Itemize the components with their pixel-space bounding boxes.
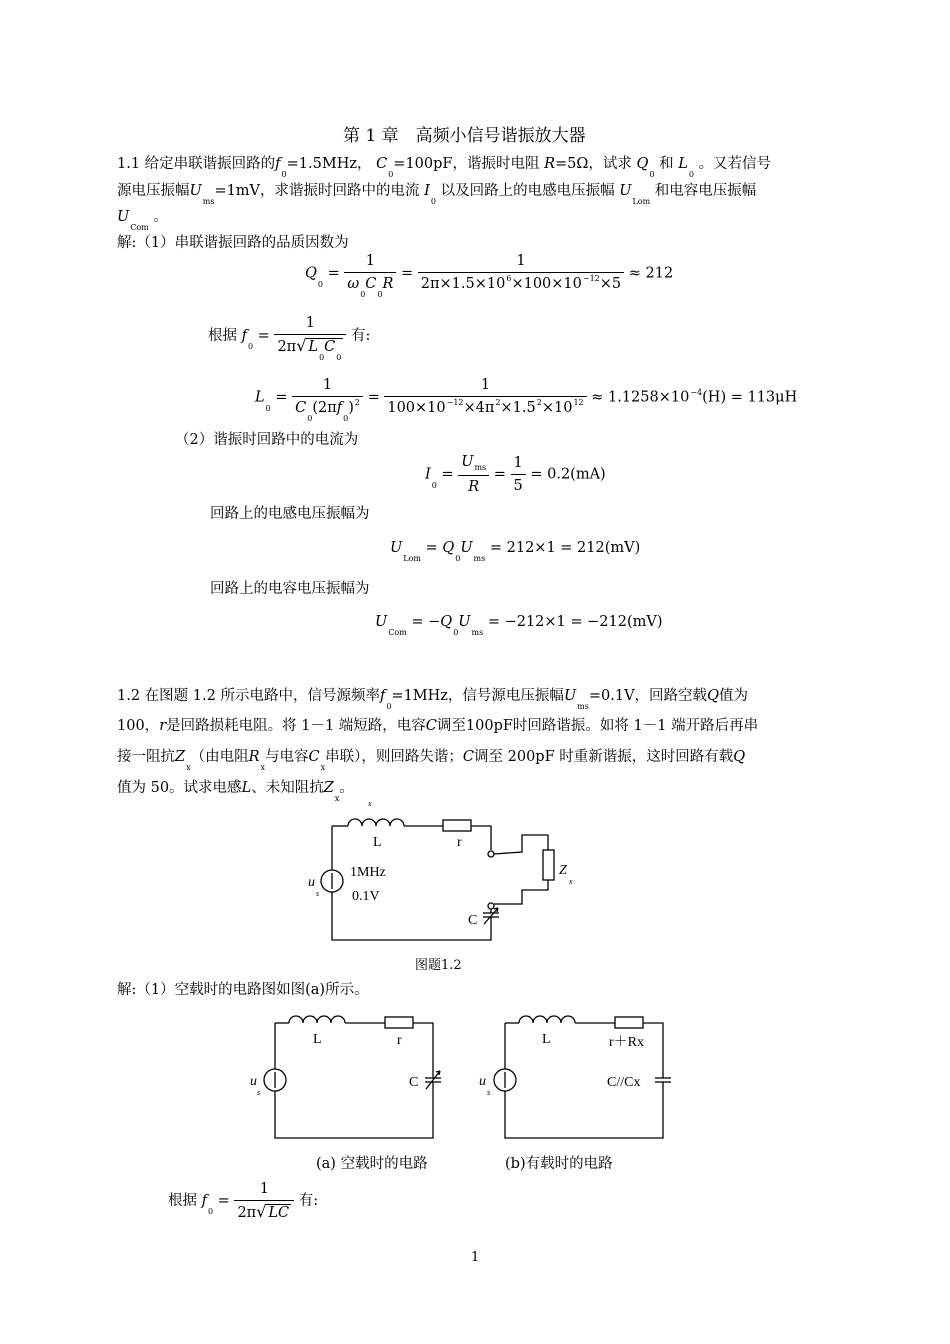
svg-text:C//Cx: C//Cx — [607, 1075, 641, 1090]
problem-1-2-line1: 1.2 在图题 1.2 所示电路中，信号源频率$f_0=1MHz$，信号源电压振幅$U_{ms}=0.1V$，回路空载Q值为 — [117, 688, 748, 711]
svg-text:s: s — [257, 1088, 261, 1097]
page-number: 1 — [471, 1250, 480, 1265]
problem-number: 1.2 — [117, 688, 141, 704]
svg-text:C: C — [409, 1075, 419, 1090]
solution-1-1-part2: （2）谐振时回路中的电流为 — [175, 432, 359, 448]
formula-q0: $Q_0$ = $\frac{1}{\omega_0C_0R}$ = $\frac{1}{2\pi\times 1.5\times 10^6\times 100\times 10^{-12}\times 5}$ ≈ 212 — [305, 253, 674, 299]
problem-number: 1.1 — [117, 156, 141, 172]
svg-text:r: r — [397, 1033, 402, 1048]
svg-text:L: L — [542, 1032, 551, 1047]
circuit-figure-b — [475, 1005, 685, 1145]
svg-text:s: s — [316, 889, 320, 898]
chapter-title: 第 1 章 高频小信号谐振放大器 — [343, 126, 586, 146]
svg-text:Z: Z — [559, 863, 567, 878]
problem-1-1-line1: 1.1 给定串联谐振回路的$f_0=1.5MHz$， $C_0=100pF$，谐振时电阻 R=5Ω，试求 $Q_0$ 和 $L_0$ 。又若信号 — [117, 156, 772, 179]
problem-1-1-line3: $U_{Com}$ 。 — [117, 209, 168, 232]
problem-1-1-line2: 源电压振幅$U_{ms}=1mV$，求谐振时回路中的电流 $I_0$ 以及回路上的电感电压振幅 $U_{Lom}$ 和电容电压振幅 — [117, 183, 757, 206]
svg-text:r＋Rx: r＋Rx — [609, 1035, 644, 1050]
formula-f0-lc: 根据 $f_0$ = $\frac{1}{2\pi√ LC}$ 有: — [168, 1181, 319, 1221]
circuit-figure-1-2 — [300, 800, 600, 950]
figure-a-caption: (a) 空载时的电路 — [316, 1156, 428, 1172]
zx-impedance-symbol — [543, 850, 554, 880]
resistor-symbol — [385, 1017, 413, 1028]
svg-text:u: u — [479, 1074, 486, 1089]
svg-text:u: u — [308, 875, 315, 890]
figure-1-2-caption: 图题1.2 — [415, 958, 462, 973]
resistor-symbol — [615, 1017, 643, 1028]
svg-text:u: u — [250, 1074, 257, 1089]
terminal-bottom — [488, 903, 494, 909]
svg-text:x: x — [368, 800, 372, 808]
formula-ucom: $U_{Com} = -Q_0U_{ms} = -212\times 1 = -212(mV)$ — [375, 614, 663, 637]
resistor-symbol — [443, 820, 471, 831]
svg-text:L: L — [373, 835, 382, 850]
svg-text:r: r — [457, 835, 462, 850]
svg-text:x: x — [569, 877, 573, 886]
svg-text:1MHz: 1MHz — [350, 865, 386, 880]
problem-1-2-line4: 值为 50。试求电感L、未知阻抗$Z_x$。 — [117, 780, 354, 803]
inductor-symbol — [519, 1016, 575, 1023]
svg-text:s: s — [487, 1088, 491, 1097]
problem-1-2-line2: 100，r是回路损耗电阻。将 1－1 端短路，电容C调至100pF时回路谐振。如将 1－1 端开路后再串 — [117, 718, 759, 734]
inductor-symbol — [289, 1016, 345, 1023]
solution-uc-text: 回路上的电容电压振幅为 — [210, 581, 370, 597]
inductor-symbol — [348, 819, 404, 826]
solution-1-1-intro: 解:（1）串联谐振回路的品质因数为 — [117, 235, 349, 251]
figure-b-caption: (b)有载时的电路 — [505, 1156, 613, 1172]
formula-f0: 根据 $f_0$ = $\frac{1}{2\pi√ L_0C_0}$ 有: — [208, 315, 371, 362]
formula-ulom: $U_{Lom} = Q_0U_{ms} = 212\times 1 = 212(mV)$ — [390, 540, 641, 563]
terminal-top — [488, 851, 494, 857]
problem-1-2-line3: 接一阻抗$Z_x$（由电阻$R_x$与电容$C_x$串联），则回路失谐；C调至 200pF 时重新谐振，这时回路有载Q — [117, 749, 746, 772]
solution-1-2-intro: 解:（1）空载时的电路图如图(a)所示。 — [117, 982, 369, 998]
formula-i0: $I_0$ = $\frac{U_{ms}}{R}$ = $\frac{1}{5}$ = 0.2(mA) — [425, 454, 606, 495]
formula-l0: $L_0$ = $\frac{1}{C_0(2\pi f_0)^2}$ = $\frac{1}{100\times 10^{-12}\times 4\pi^2\times 1.5^2\times 10^{12}}$ ≈ $1.1258\times 10^{-4}(H) = 113\mu H$ — [255, 377, 798, 423]
solution-ul-text: 回路上的电感电压振幅为 — [210, 506, 370, 522]
svg-text:C: C — [468, 913, 478, 928]
circuit-figure-a — [245, 1005, 445, 1145]
svg-text:0.1V: 0.1V — [352, 889, 380, 904]
svg-text:L: L — [313, 1032, 322, 1047]
